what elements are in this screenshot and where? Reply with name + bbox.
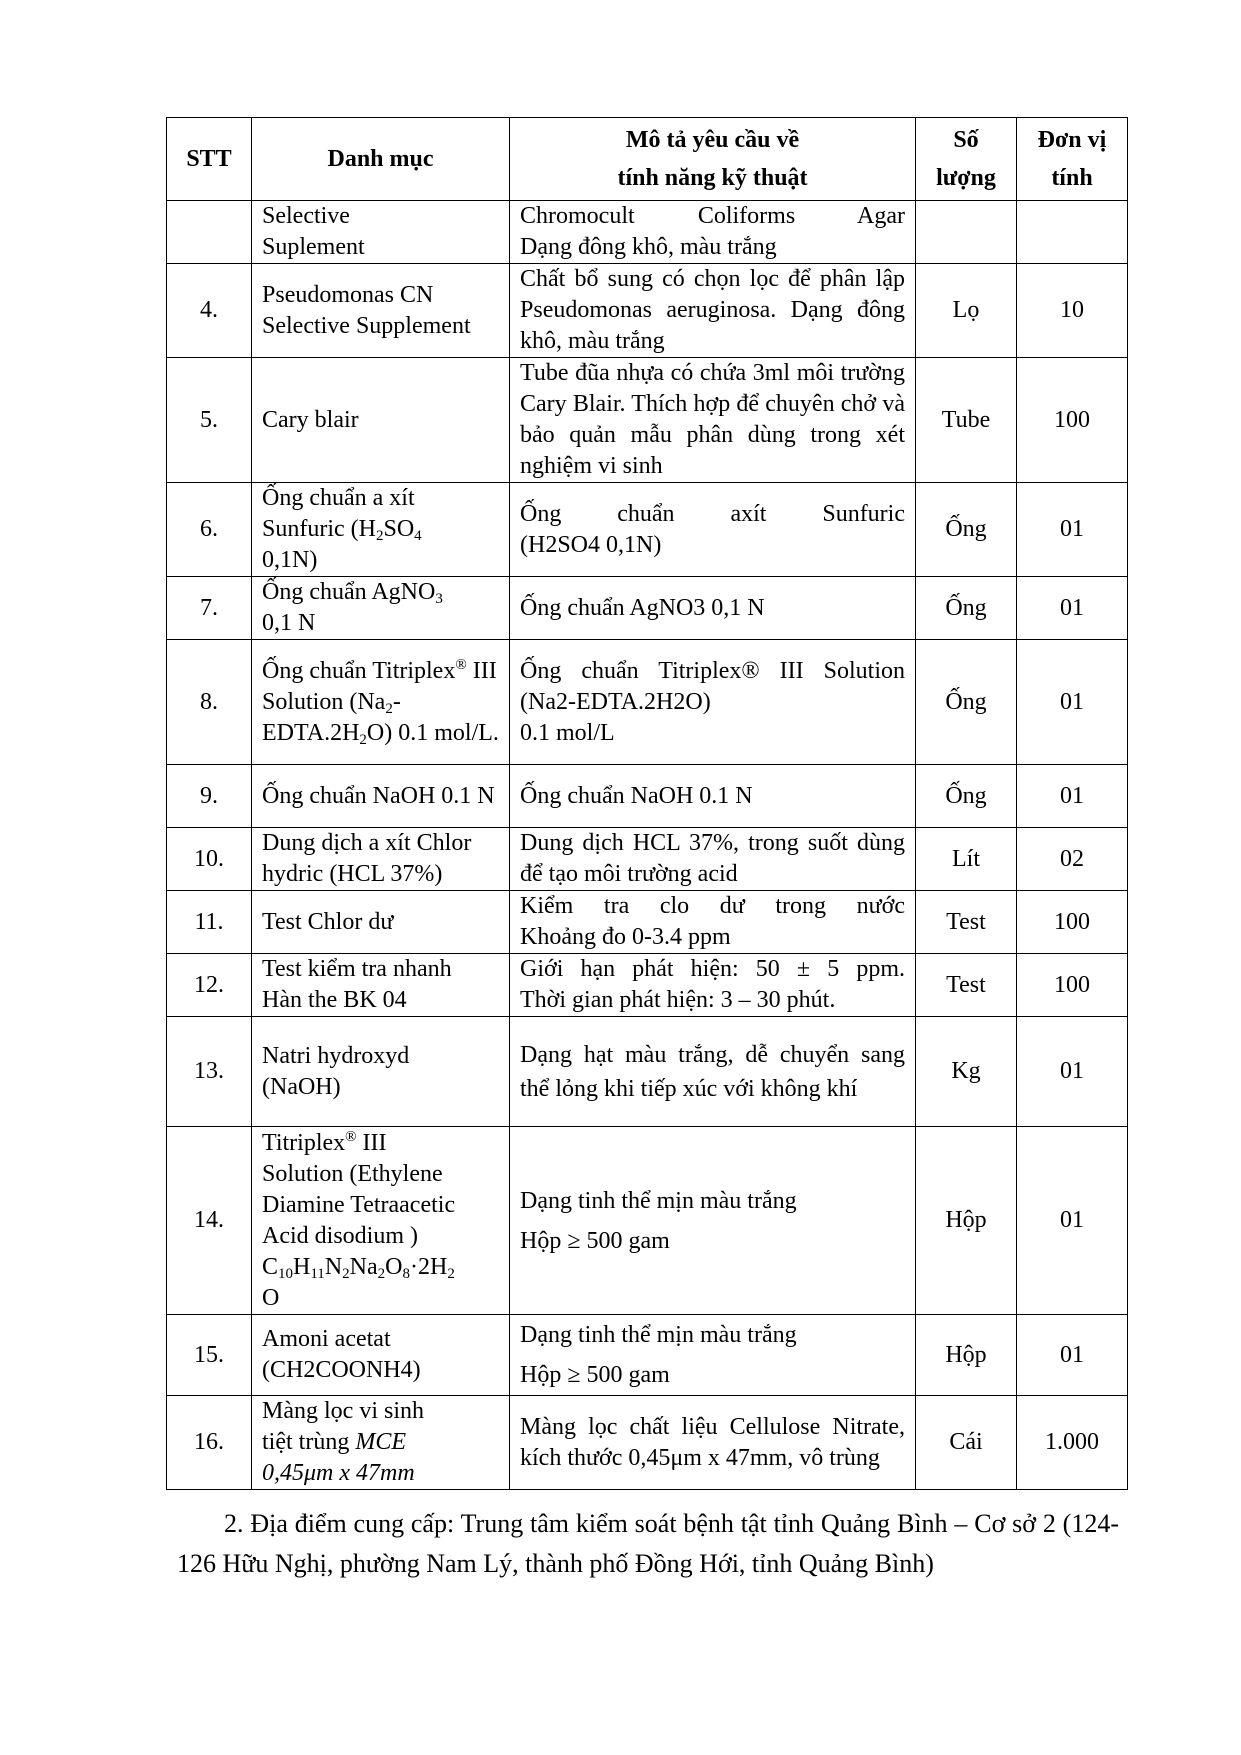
cell-unit: 01 — [1017, 1127, 1128, 1315]
header-name: Danh mục — [252, 118, 510, 201]
desc-line: Chromocult Coliforms Agar — [520, 203, 905, 229]
name-text: -EDTA.2H — [262, 688, 401, 746]
header-desc — [510, 118, 916, 201]
name-line: Solution (Ethylene — [262, 1160, 443, 1187]
cell-qty: Tube — [916, 358, 1017, 483]
name-text: III — [356, 1129, 387, 1156]
cell-stt: 14. — [167, 1127, 252, 1315]
subscript: 8 — [402, 1265, 410, 1282]
cell-unit: 01 — [1017, 640, 1128, 765]
header-qty-line1: Số — [953, 127, 979, 153]
table-row — [167, 1127, 1128, 1315]
cell-unit: 01 — [1017, 483, 1128, 577]
cell-desc — [510, 1315, 916, 1396]
name-line: O — [262, 1284, 280, 1311]
cell-qty: Lọ — [916, 264, 1017, 358]
subscript: 2 — [342, 1265, 350, 1282]
name-text: Titriplex — [262, 1129, 346, 1156]
cell-name — [252, 1127, 510, 1315]
name-text: H — [293, 1253, 311, 1280]
cell-desc — [510, 1127, 916, 1315]
name-text: III Solution (Na — [262, 657, 497, 715]
subscript: 4 — [414, 528, 422, 544]
header-qty-line2: lượng — [936, 165, 996, 191]
table-row — [167, 483, 1128, 577]
cell-name — [252, 483, 510, 577]
name-line: Dung dịch a xít Chlor — [262, 830, 472, 856]
cell-name — [252, 1315, 510, 1396]
subscript: 11 — [310, 1265, 325, 1282]
table-row — [167, 891, 1128, 954]
name-line — [262, 1128, 499, 1159]
equipment-table — [166, 117, 1128, 1490]
desc-line: (H2SO4 0,1N) — [520, 531, 662, 558]
cell-stt: 6. — [167, 483, 252, 577]
subscript: 2 — [447, 1265, 455, 1282]
header-unit-line2: tính — [1051, 165, 1093, 191]
cell-stt: 16. — [167, 1396, 252, 1490]
cell-unit: 100 — [1017, 891, 1128, 954]
subscript: 2 — [377, 1265, 386, 1282]
name-text: Na — [349, 1253, 378, 1280]
cell-desc — [510, 640, 916, 765]
header-stt: STT — [167, 118, 252, 201]
cell-qty: Ống — [916, 640, 1017, 765]
cell-qty: Lít — [916, 828, 1017, 891]
name-line: Diamine Tetraacetic — [262, 1191, 456, 1218]
name-text: Ống chuẩn AgNO — [262, 579, 436, 605]
cell-desc — [510, 483, 916, 577]
subscript: 2 — [385, 700, 393, 717]
table-row — [167, 1396, 1128, 1490]
desc-line: Dạng đông khô, màu trắng — [520, 234, 777, 260]
cell-unit — [1017, 201, 1128, 264]
registered-mark: ® — [345, 1128, 357, 1145]
name-text: ·2H — [409, 1253, 448, 1280]
cell-name — [252, 201, 510, 264]
name-line: Selective Supplement — [262, 312, 471, 339]
table-row — [167, 1315, 1128, 1396]
cell-unit: 1.000 — [1017, 1396, 1128, 1490]
cell-qty: Test — [916, 891, 1017, 954]
cell-stt — [167, 201, 252, 264]
table-row — [167, 358, 1128, 483]
cell-desc: Dung dịch HCL 37%, trong suốt dùng để tạo môi trường acid — [510, 828, 916, 891]
header-unit — [1017, 118, 1128, 201]
desc-line: Ống chuẩn axít Sunfuric — [520, 500, 905, 527]
cell-name: Cary blair — [252, 358, 510, 483]
cell-desc: Ống chuẩn NaOH 0.1 N — [510, 765, 916, 828]
cell-name — [252, 640, 510, 765]
cell-name: Test Chlor dư — [252, 891, 510, 954]
header-desc-line2: tính năng kỹ thuật — [617, 165, 808, 191]
cell-stt: 10. — [167, 828, 252, 891]
cell-stt: 11. — [167, 891, 252, 954]
desc-line: Dạng tinh thể mịn màu trắng — [520, 1187, 797, 1214]
name-text: C — [262, 1253, 279, 1280]
cell-qty: Hộp — [916, 1315, 1017, 1396]
name-line: Acid disodium ) — [262, 1222, 418, 1249]
name-line: Test kiểm tra nhanh — [262, 956, 452, 982]
name-line: Amoni acetat — [262, 1326, 391, 1352]
desc-line: 0.1 mol/L — [520, 719, 615, 746]
name-text: Ống chuẩn Titriplex — [262, 657, 456, 684]
cell-qty: Cái — [916, 1396, 1017, 1490]
cell-unit: 02 — [1017, 828, 1128, 891]
cell-unit: 01 — [1017, 1017, 1128, 1127]
subscript: 2 — [375, 528, 384, 544]
cell-qty: Ống — [916, 483, 1017, 577]
table-header-row — [167, 118, 1128, 201]
desc-line: Kiểm tra clo dư trong nước — [520, 893, 905, 919]
cell-desc: Chất bổ sung có chọn lọc để phân lập Pseudomonas aeruginosa. Dạng đông khô, màu trắng — [510, 264, 916, 358]
cell-unit: 10 — [1017, 264, 1128, 358]
name-text: O) 0.1 mol/L. — [366, 719, 499, 746]
desc-line: Dạng tinh thể mịn màu trắng — [520, 1322, 797, 1348]
subscript: 3 — [435, 591, 443, 607]
name-line: (CH2COONH4) — [262, 1357, 421, 1383]
cell-name: Ống chuẩn NaOH 0.1 N — [252, 765, 510, 828]
cell-stt: 7. — [167, 577, 252, 640]
cell-qty: Kg — [916, 1017, 1017, 1127]
cell-name — [252, 828, 510, 891]
name-text: 0,1 N — [262, 610, 316, 636]
name-line: Màng lọc vi sinh — [262, 1398, 424, 1424]
header-unit-line1: Đơn vị — [1037, 127, 1107, 153]
cell-stt: 15. — [167, 1315, 252, 1396]
cell-desc: Ống chuẩn AgNO3 0,1 N — [510, 577, 916, 640]
cell-name — [252, 264, 510, 358]
cell-desc: Dạng hạt màu trắng, dễ chuyển sang thể lỏng khi tiếp xúc với không khí — [510, 1017, 916, 1127]
desc-line: Giới hạn phát hiện: 50 ± 5 ppm. — [520, 956, 905, 982]
cell-unit: 01 — [1017, 577, 1128, 640]
cell-name — [252, 577, 510, 640]
desc-line: Khoảng đo 0-3.4 ppm — [520, 924, 731, 950]
name-line — [262, 1427, 499, 1458]
desc-line: Hộp ≥ 500 gam — [520, 1227, 670, 1254]
cell-unit: 01 — [1017, 1315, 1128, 1396]
name-italic: MCE — [355, 1429, 406, 1455]
cell-qty — [916, 201, 1017, 264]
cell-stt: 5. — [167, 358, 252, 483]
table-row — [167, 1017, 1128, 1127]
name-line: Suplement — [262, 234, 365, 260]
subscript: 2 — [359, 731, 367, 748]
cell-desc: Màng lọc chất liệu Cellulose Nitrate, kích thước 0,45μm x 47mm, vô trùng — [510, 1396, 916, 1490]
name-line: Pseudomonas CN — [262, 281, 434, 308]
table-row — [167, 828, 1128, 891]
cell-unit: 01 — [1017, 765, 1128, 828]
cell-name — [252, 954, 510, 1017]
formula-line — [262, 1252, 499, 1283]
cell-desc: Tube đũa nhựa có chứa 3ml môi trường Cary Blair. Thích hợp để chuyên chở và bảo quản mẫu phân dùng trong xét nghiệm vi sinh — [510, 358, 916, 483]
cell-desc — [510, 201, 916, 264]
desc-line: Hộp ≥ 500 gam — [520, 1362, 670, 1388]
name-line: hydric (HCL 37%) — [262, 861, 443, 887]
cell-qty: Hộp — [916, 1127, 1017, 1315]
name-italic: 0,45μm x 47mm — [262, 1460, 415, 1486]
name-line: Hàn the BK 04 — [262, 987, 407, 1013]
cell-desc — [510, 954, 916, 1017]
name-text: O — [385, 1253, 403, 1280]
name-text: Ống chuẩn a xít Sunfuric (H — [262, 485, 415, 542]
table-row — [167, 577, 1128, 640]
cell-qty: Test — [916, 954, 1017, 1017]
registered-mark: ® — [455, 656, 467, 673]
header-desc-line1: Mô tả yêu cầu về — [625, 127, 800, 153]
cell-unit: 100 — [1017, 954, 1128, 1017]
cell-stt: 12. — [167, 954, 252, 1017]
cell-unit: 100 — [1017, 358, 1128, 483]
cell-stt: 13. — [167, 1017, 252, 1127]
table-row — [167, 954, 1128, 1017]
header-qty — [916, 118, 1017, 201]
delivery-location-note: 2. Địa điểm cung cấp: Trung tâm kiểm soát bệnh tật tỉnh Quảng Bình – Cơ sở 2 (124-126 Hữu Nghị, phường Nam Lý, thành phố Đồng Hới, tỉnh Quảng Bình) — [177, 1509, 1119, 1578]
cell-desc — [510, 891, 916, 954]
desc-line: Thời gian phát hiện: 3 – 30 phút. — [520, 987, 836, 1013]
cell-qty: Ống — [916, 765, 1017, 828]
cell-stt: 9. — [167, 765, 252, 828]
table-row — [167, 765, 1128, 828]
name-line: Natri hydroxyd — [262, 1042, 410, 1069]
desc-line: Ống chuẩn Titriplex® III Solution (Na2-EDTA.2H2O) — [520, 657, 905, 715]
cell-qty: Ống — [916, 577, 1017, 640]
name-text: SO — [383, 516, 415, 542]
cell-stt: 8. — [167, 640, 252, 765]
table-row — [167, 201, 1128, 264]
name-line: (NaOH) — [262, 1073, 341, 1100]
subscript: 10 — [278, 1265, 294, 1282]
cell-stt: 4. — [167, 264, 252, 358]
name-text: N — [324, 1253, 343, 1280]
cell-name — [252, 1396, 510, 1490]
table-row — [167, 640, 1128, 765]
table-row — [167, 264, 1128, 358]
name-text: tiệt trùng — [262, 1429, 356, 1455]
name-line: Selective — [262, 203, 350, 229]
name-text: 0,1N) — [262, 547, 318, 573]
cell-name — [252, 1017, 510, 1127]
